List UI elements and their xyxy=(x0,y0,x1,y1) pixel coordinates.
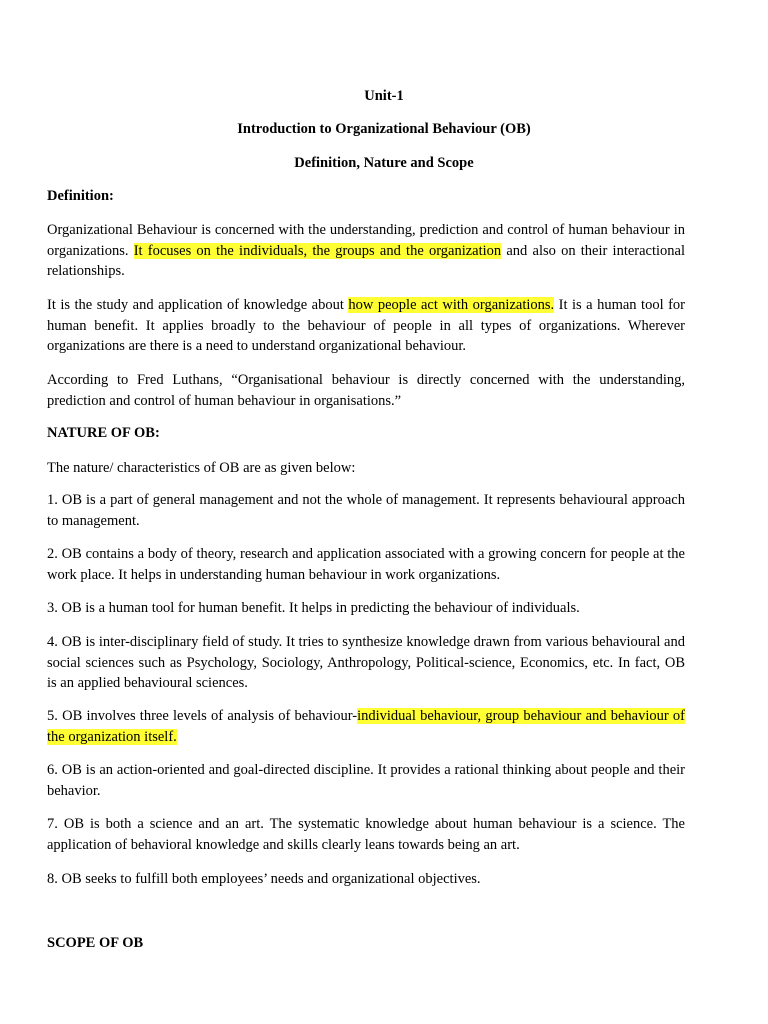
nature-item-3: 3. OB is a human tool for human benefit. It helps in predicting the behaviour of individuals. xyxy=(47,600,580,616)
nature-item-8: 8. OB seeks to fulfill both employees’ needs and organizational objectives. xyxy=(47,871,481,887)
definition-paragraph-1 xyxy=(47,220,685,282)
document-subtitle: Definition, Nature and Scope xyxy=(294,155,474,171)
item-5-before: 5. OB involves three levels of analysis of behaviour- xyxy=(47,708,358,724)
nature-item-5 xyxy=(47,706,685,747)
def-p1-highlight: It focuses on the individuals, the groups and the organization xyxy=(133,242,502,259)
scope-heading: SCOPE OF OB xyxy=(47,935,144,951)
nature-item-6: 6. OB is an action-oriented and goal-directed discipline. It provides a rational thinking about people and their behavior. xyxy=(47,762,685,799)
unit-label: Unit-1 xyxy=(364,88,404,104)
nature-item-4: 4. OB is inter-disciplinary field of study. It tries to synthesize knowledge drawn from various behavioural and social sciences such as Psychology, Sociology, Anthropology, Political-science, Economics, etc. In fact, OB is an applied behavioural sciences. xyxy=(47,634,685,691)
luthans-quote: According to Fred Luthans, “Organisational behaviour is directly concerned with the understanding, prediction and control of human behaviour in organisations.” xyxy=(47,372,685,409)
document-title: Introduction to Organizational Behaviour (OB) xyxy=(237,121,531,137)
def-p1-after: and also on their interactional relationships. xyxy=(47,242,686,279)
nature-item-2: 2. OB contains a body of theory, research and application associated with a growing concern for people at the work place. It helps in understanding human behaviour in work organizations. xyxy=(47,546,685,583)
nature-intro: The nature/ characteristics of OB are as given below: xyxy=(47,460,356,476)
def-p2-before: It is the study and application of knowledge about xyxy=(47,297,349,313)
item-5-highlight: individual behaviour, group behaviour and behaviour of the organization itself. xyxy=(47,708,686,745)
def-p1-before: Organizational Behaviour is concerned with the understanding, prediction and control of human behaviour in organizations. xyxy=(47,222,685,259)
def-p2-after: It is a human tool for human benefit. It applies broadly to the behaviour of people in all types of organizations. Wherever organizations are there is a need to understand organizational behaviour. xyxy=(47,297,686,354)
definition-paragraph-2 xyxy=(47,295,685,357)
nature-heading: NATURE OF OB: xyxy=(47,425,160,441)
nature-item-7: 7. OB is both a science and an art. The systematic knowledge about human behaviour is a science. The application of behavioral knowledge and skills clearly leans towards being an art. xyxy=(47,816,685,853)
definition-heading: Definition: xyxy=(47,188,114,204)
nature-item-1: 1. OB is a part of general management and not the whole of management. It represents behavioural approach to management. xyxy=(47,492,685,529)
def-p2-highlight: how people act with organizations. xyxy=(348,297,555,313)
